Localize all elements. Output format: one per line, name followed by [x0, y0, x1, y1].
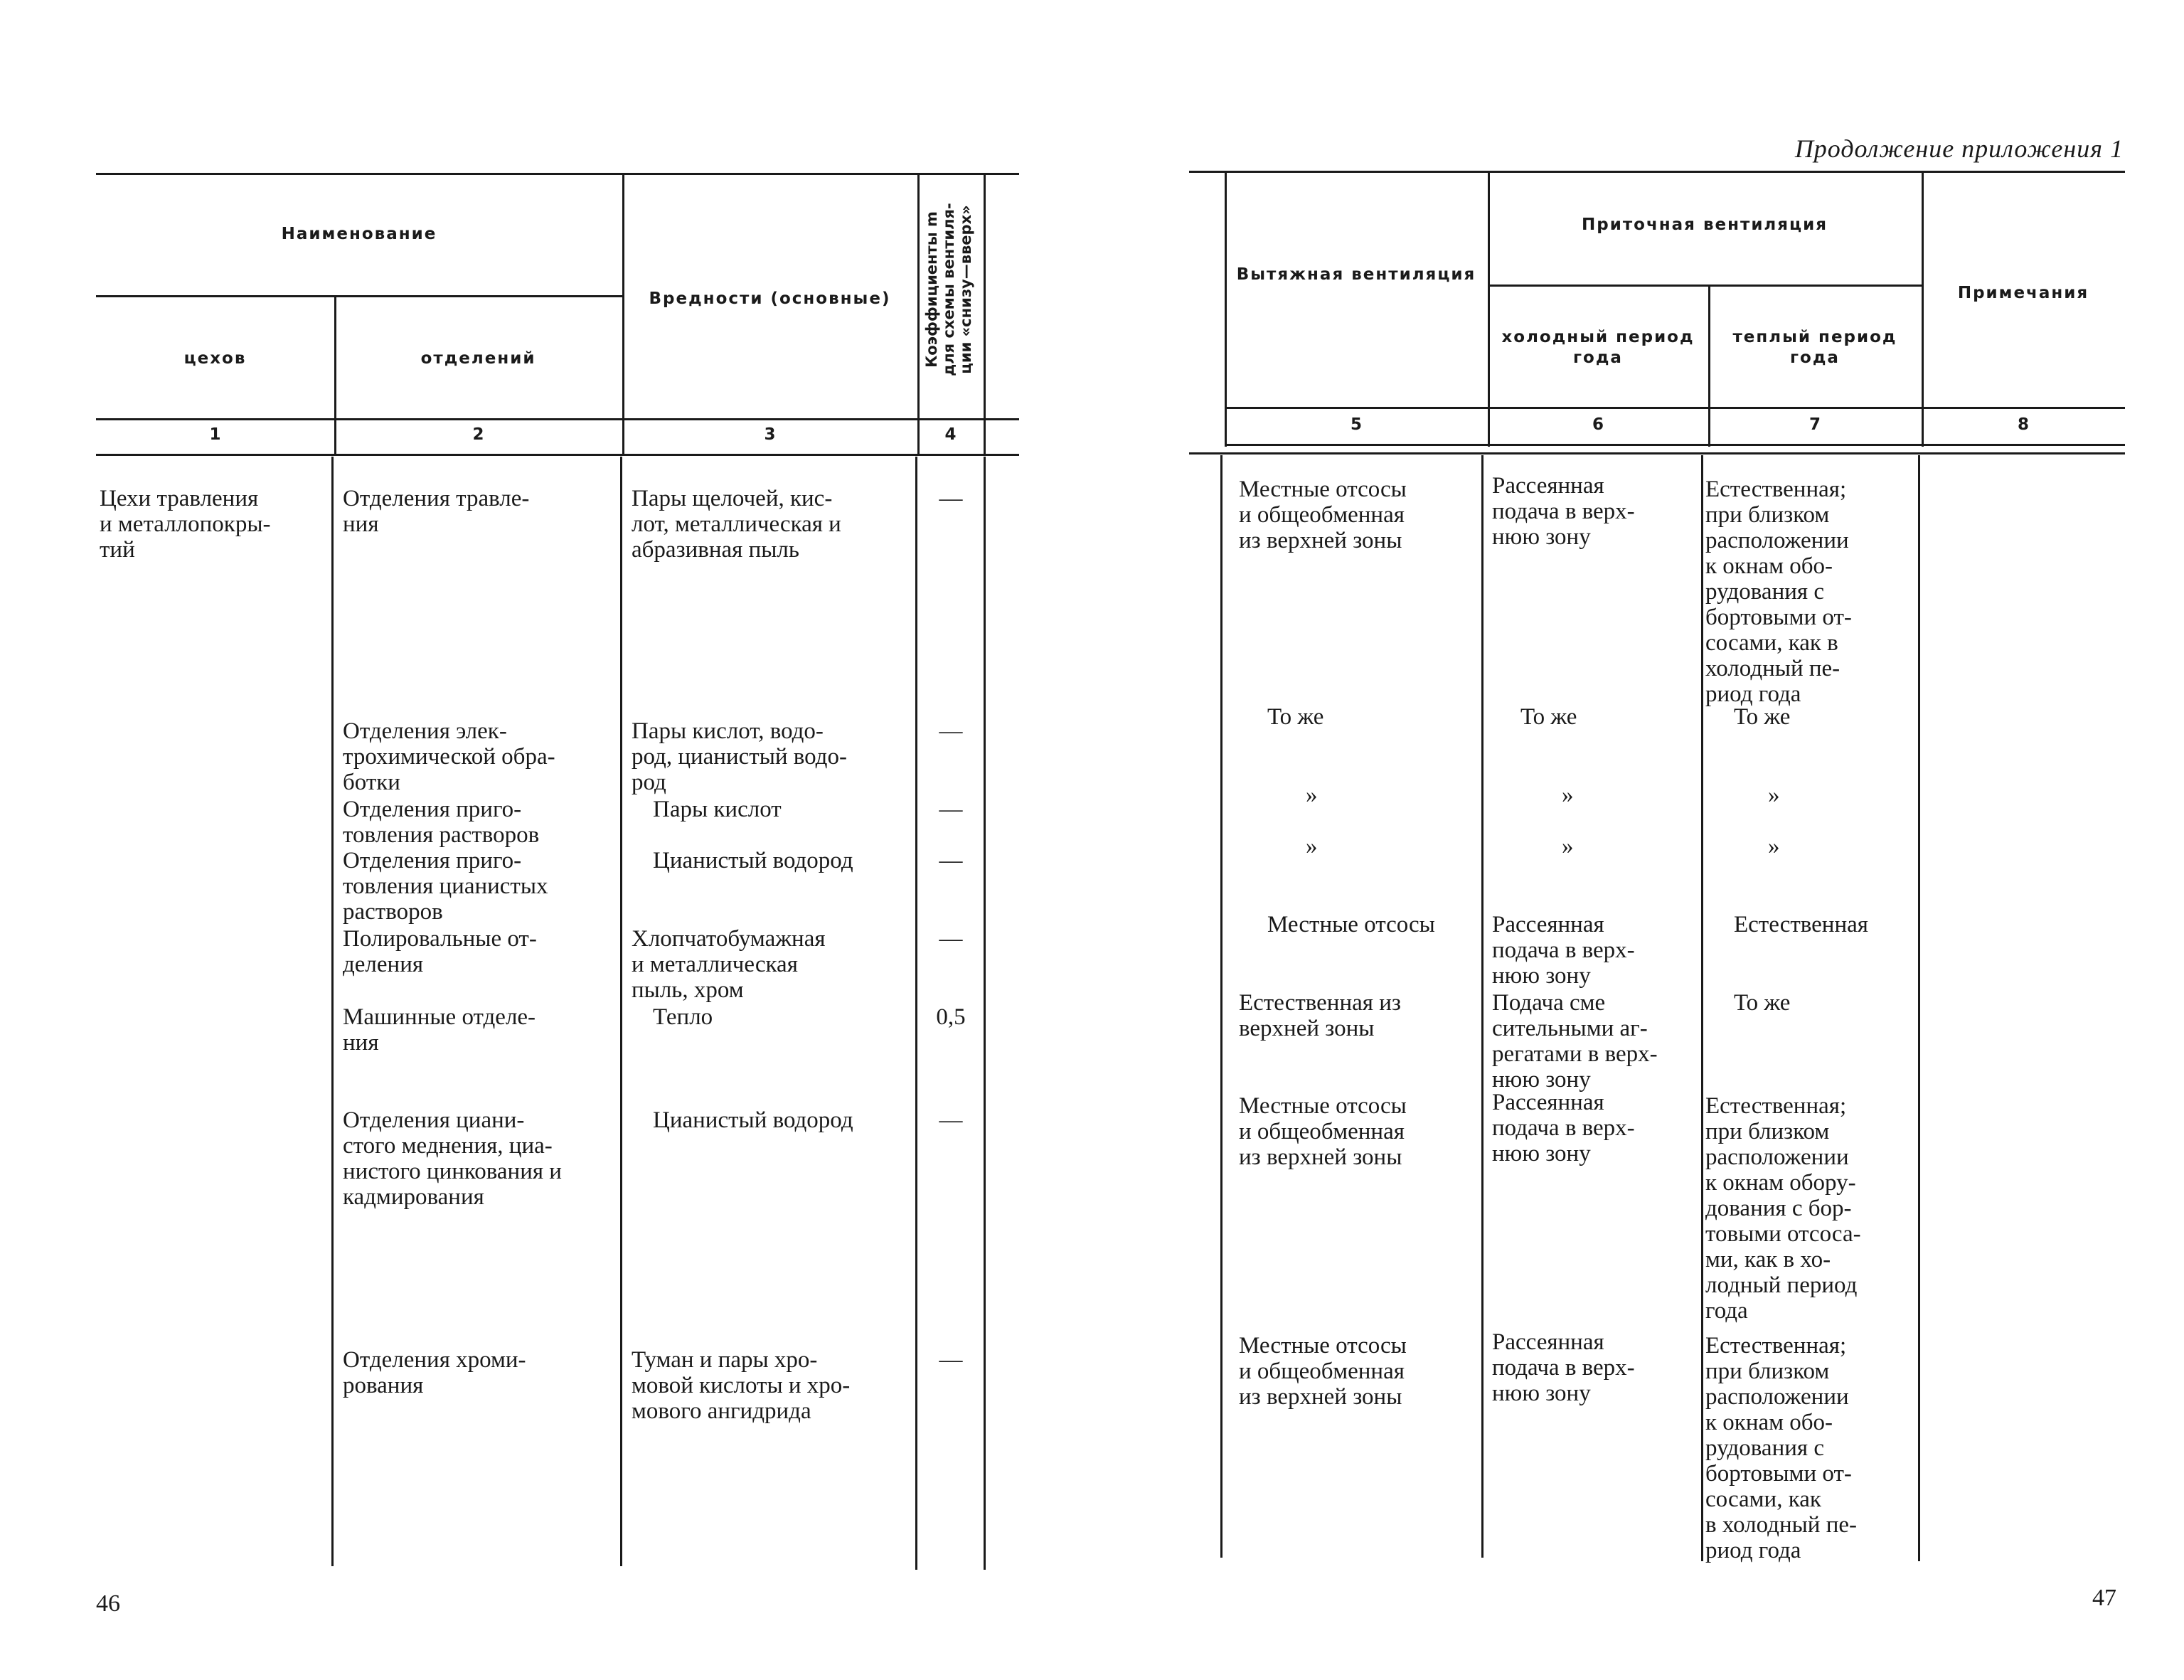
exhaust-cell: Местные отсосы и общеобменная из верхней зоны	[1239, 1093, 1407, 1170]
warm-cell: То же	[1734, 704, 1791, 730]
cold-cell: Подача сме сительными аг- регатами в верх- нюю зону	[1492, 990, 1658, 1092]
coef-cell: —	[939, 926, 963, 952]
header-primechaniya: Примечания	[1957, 284, 2089, 302]
header-vytyazhnaya: Вытяжная вентиляция	[1236, 265, 1476, 284]
col-number-4: 4	[944, 425, 957, 444]
coef-cell: —	[939, 486, 963, 511]
coef-cell: —	[939, 1107, 963, 1133]
dept-cell: Отделения циани- стого меднения, циа- нистого цинкования и кадмирования	[343, 1107, 562, 1210]
coef-cell: —	[939, 797, 963, 822]
harm-cell: Тепло	[653, 1004, 713, 1030]
header-kholodny: холодный период года	[1501, 328, 1695, 367]
header-otdeleniy: отделений	[420, 349, 536, 368]
shop-name: Цехи травления и металлопокры- тий	[100, 486, 271, 563]
warm-cell: Естественная	[1734, 912, 1868, 937]
warm-cell: Естественная; при близком расположении к окнам обору- дования с бор- товыми отсоса- ми, как в хо- лодный период года	[1705, 1093, 1861, 1324]
cold-cell: Рассеянная подача в верх- нюю зону	[1492, 1090, 1635, 1166]
header-naimenovanie: Наименование	[281, 225, 437, 243]
cold-cell: Рассеянная подача в верх- нюю зону	[1492, 1329, 1635, 1406]
header-koeff: Коэффициенты m для схемы вентиля- ции «снизу—вверх»	[923, 203, 974, 376]
harm-cell: Пары кислот, водо- род, цианистый водо- род	[632, 718, 847, 795]
header-tsekhov: цехов	[183, 349, 247, 368]
coef-cell: —	[939, 848, 963, 873]
harm-cell: Пары щелочей, кис- лот, металлическая и абразивная пыль	[632, 486, 841, 563]
dept-cell: Отделения приго- товления цианистых растворов	[343, 848, 548, 925]
exhaust-cell: »	[1306, 782, 1318, 808]
harm-cell: Пары кислот	[653, 797, 782, 822]
page-number-right: 47	[2092, 1585, 2116, 1611]
col-number-8: 8	[2017, 415, 2029, 434]
exhaust-cell: То же	[1267, 704, 1324, 730]
col-number-3: 3	[764, 425, 776, 444]
dept-cell: Машинные отделе- ния	[343, 1004, 536, 1056]
header-pritochnaya: Приточная вентиляция	[1582, 216, 1828, 234]
cold-cell: Рассеянная подача в верх- нюю зону	[1492, 912, 1635, 989]
continuation-title: Продолжение приложения 1	[1794, 134, 2124, 163]
exhaust-cell: Местные отсосы и общеобменная из верхней зоны	[1239, 1333, 1407, 1410]
coef-cell: —	[939, 718, 963, 744]
harm-cell: Цианистый водород	[653, 848, 853, 873]
exhaust-cell: »	[1306, 834, 1318, 859]
cold-cell: Рассеянная подача в верх- нюю зону	[1492, 473, 1635, 550]
harm-cell: Цианистый водород	[653, 1107, 853, 1133]
header-teply: теплый период года	[1732, 328, 1897, 367]
dept-cell: Полировальные от- деления	[343, 926, 537, 977]
cold-cell: То же	[1520, 704, 1577, 730]
cold-cell: »	[1562, 782, 1574, 808]
header-vrednosti: Вредности (основные)	[649, 289, 891, 308]
exhaust-cell: Естественная из верхней зоны	[1239, 990, 1401, 1041]
exhaust-cell: Местные отсосы	[1267, 912, 1435, 937]
dept-cell: Отделения элек- трохимической обра- ботки	[343, 718, 555, 795]
harm-cell: Туман и пары хро- мовой кислоты и хро- мового ангидрида	[632, 1347, 851, 1424]
cold-cell: »	[1562, 834, 1574, 859]
col-number-7: 7	[1809, 415, 1821, 434]
warm-cell: Естественная; при близком расположении к окнам обо- рудования с бортовыми от- сосами, как в холодный пе- риод года	[1705, 1333, 1857, 1563]
warm-cell: То же	[1734, 990, 1791, 1016]
dept-cell: Отделения травле- ния	[343, 486, 530, 537]
dept-cell: Отделения хроми- рования	[343, 1347, 526, 1398]
warm-cell: »	[1768, 834, 1780, 859]
warm-cell: »	[1768, 782, 1780, 808]
col-number-5: 5	[1350, 415, 1362, 434]
exhaust-cell: Местные отсосы и общеобменная из верхней зоны	[1239, 477, 1407, 553]
col-number-2: 2	[472, 425, 484, 444]
coef-cell: 0,5	[936, 1004, 966, 1030]
warm-cell: Естественная; при близком расположении к окнам обо- рудования с бортовыми от- сосами, как в холодный пе- риод года	[1705, 477, 1852, 707]
page-number-left: 46	[96, 1590, 120, 1617]
col-number-6: 6	[1592, 415, 1604, 434]
dept-cell: Отделения приго- товления растворов	[343, 797, 540, 848]
col-number-1: 1	[209, 425, 221, 444]
harm-cell: Хлопчатобумажная и металлическая пыль, хром	[632, 926, 826, 1003]
coef-cell: —	[939, 1347, 963, 1373]
